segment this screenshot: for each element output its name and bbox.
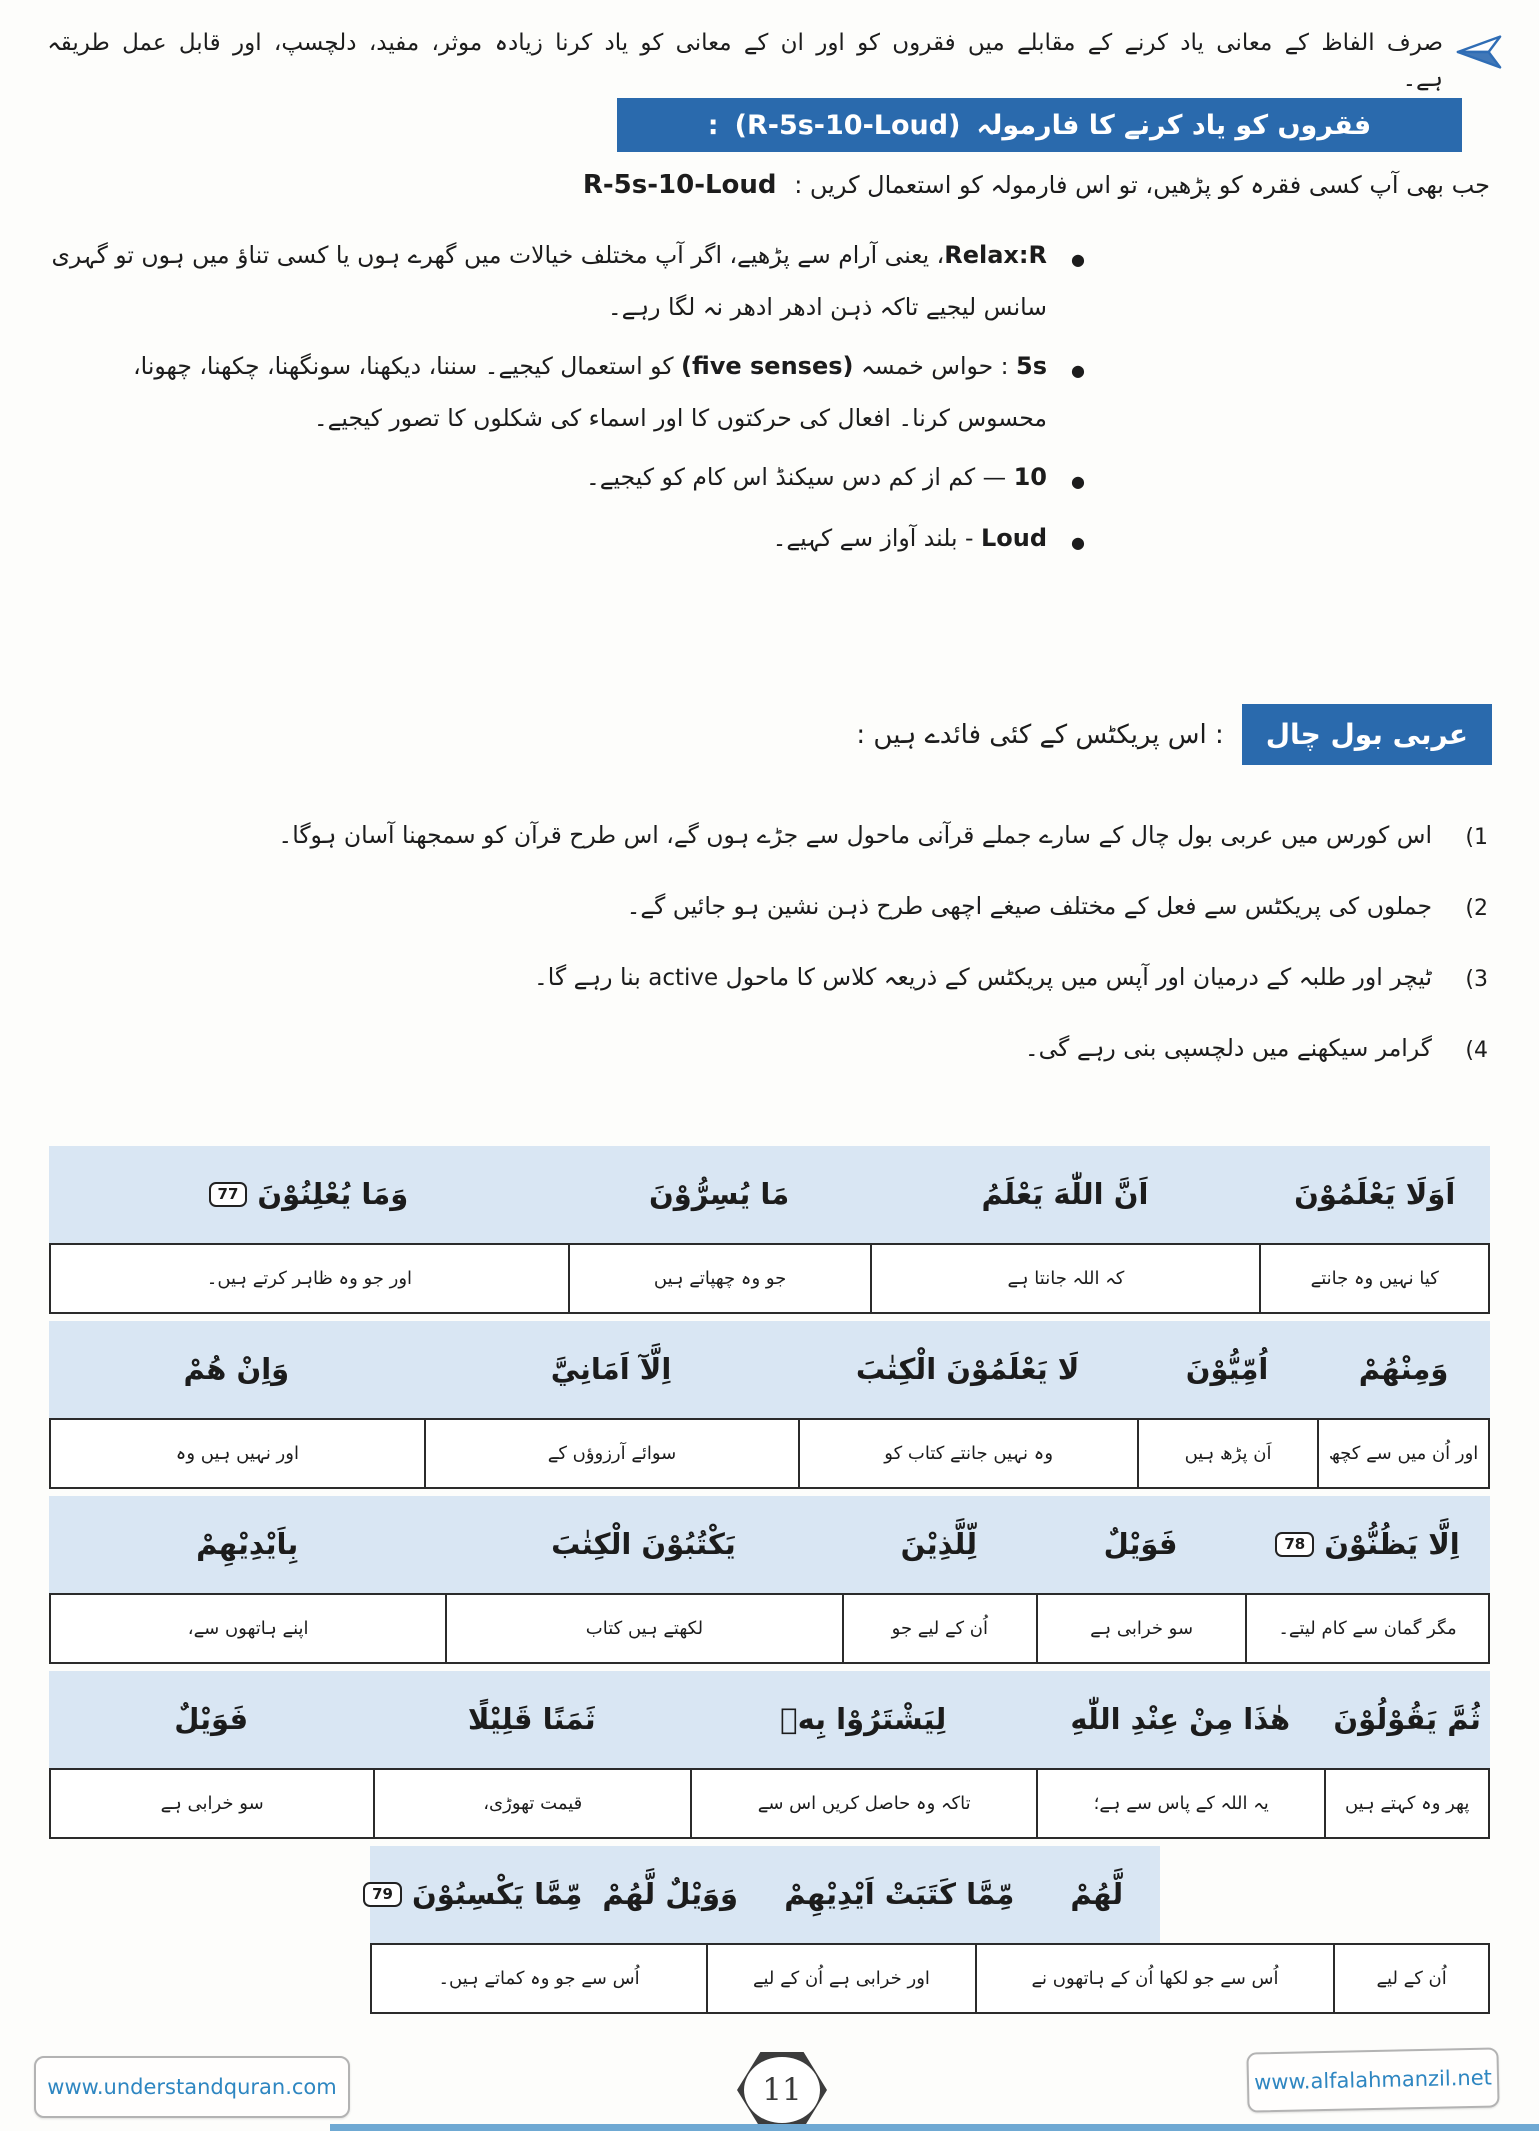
arabic-word-text: مِّمَّا يَكْسِبُوْنَ [411, 1877, 583, 1912]
footer-link-right-text: www.alfalahmanzil.net [1253, 2065, 1493, 2095]
urdu-meaning-cell: جو وہ چھپاتے ہیں [568, 1243, 871, 1314]
scan-edge-artifact [330, 2124, 1539, 2131]
verse-number-badge: 79 [363, 1882, 402, 1908]
arabic-word [424, 1343, 799, 1395]
arabic-word-text: لَا يَعْلَمُوْنَ الْكِتٰبَ [855, 1352, 1080, 1387]
bullet-relax [42, 230, 1085, 332]
arabic-word [1324, 1693, 1490, 1745]
arabic-verse-band [49, 1321, 1490, 1418]
speaking-heading-box: عربی بول چال [1242, 704, 1492, 765]
bullet-loud [42, 513, 1085, 565]
arabic-word-text: مِّمَّا كَتَبَتْ اَيْدِيْهِمْ [784, 1877, 1015, 1912]
arabic-word-text: هٰذَا مِنْ عِنْدِ اللّٰهِ [1070, 1702, 1291, 1737]
arabic-word-text: لِيَشْتَرُوْا بِهٖ [780, 1702, 947, 1737]
arabic-word [1245, 1518, 1490, 1570]
arabic-word-text: وَوَيْلٌ لَّهُمْ [602, 1877, 739, 1912]
urdu-meaning-cell: اُن کے لیے جو [842, 1593, 1037, 1664]
urdu-meaning-cell: اُن کے لیے [1333, 1943, 1490, 2014]
point-latin: active [648, 964, 719, 991]
arabic-verse-band [49, 1671, 1490, 1768]
formula-lead-paragraph [49, 170, 1490, 200]
urdu-meaning-cell: سو خرابی ہے [1036, 1593, 1245, 1664]
verse-row [49, 1671, 1490, 1839]
formula-heading-code: (R-5s-10-Loud) [734, 109, 961, 141]
formula-lead-code: R-5s-10-Loud [582, 170, 777, 200]
bullet-text: - بلند آواز سے کہیے۔ [772, 523, 981, 552]
arabic-word-text: مَا يُسِرُّوْنَ [649, 1177, 790, 1212]
bullet-term: Relax:R [944, 241, 1047, 269]
point-text: ٹیچر اور طلبہ کے درمیان اور آپس میں پریکٹس کے ذریعہ کلاس کا ماحول [718, 962, 1432, 991]
arabic-word [870, 1168, 1259, 1220]
urdu-meaning-cell: پھر وہ کہتے ہیں [1324, 1768, 1490, 1839]
arabic-word-text: فَوَيْلٌ [174, 1702, 249, 1737]
arabic-word-text: وَاِنْ هُمْ [183, 1352, 290, 1387]
arabic-word-text: لَّهُمْ [1070, 1877, 1124, 1912]
arabic-word-text: اِلَّا يَظُنُّوْنَ [1324, 1527, 1460, 1562]
bullet-term-latin: (five senses) [680, 352, 854, 381]
arabic-word [49, 1168, 568, 1220]
urdu-meaning-cell: اور خرابی ہے اُن کے لیے [706, 1943, 975, 2014]
urdu-meaning-row [49, 1593, 1490, 1664]
point-number: (3 [1465, 966, 1488, 992]
benefits-list [36, 816, 1490, 1100]
verse-row [49, 1321, 1490, 1489]
arabic-word [49, 1343, 424, 1395]
arabic-word [445, 1518, 841, 1570]
benefit-point [36, 816, 1490, 856]
arabic-word-text: وَمَا يُعْلِنُوْنَ [257, 1177, 409, 1212]
point-text: بنا رہے گا۔ [534, 962, 649, 991]
arabic-word-text: بِاَيْدِيْهِمْ [196, 1527, 299, 1562]
arabic-word-text: لِّلَّذِيْنَ [900, 1527, 978, 1562]
urdu-meaning-cell: وہ نہیں جانتے کتاب کو [798, 1418, 1137, 1489]
footer-link-right[interactable] [1246, 2047, 1499, 2112]
arabic-verse-band [49, 1496, 1490, 1593]
arabic-word [765, 1868, 1034, 1920]
arabic-word [49, 1693, 373, 1745]
formula-heading-bar [617, 98, 1462, 152]
intro-paragraph [46, 26, 1503, 97]
formula-heading-colon: : [707, 109, 719, 141]
intro-text: صرف الفاظ کے معانی یاد کرنے کے مقابلے میں فقروں کو اور ان کے معانی کو یاد کرنا زیادہ موثر، مفید، دلچسپ، اور قابل عمل طریقہ ہے۔ [47, 30, 1443, 92]
speaking-heading-text: : اس پریکٹس کے کئی فائدے ہیں : [856, 719, 1224, 750]
urdu-meaning-cell: تاکہ وہ حاصل کریں اس سے [690, 1768, 1036, 1839]
formula-heading-urdu: فقروں کو یاد کرنے کا فارمولہ [976, 109, 1372, 141]
benefit-point [36, 887, 1490, 927]
urdu-meaning-cell: کیا نہیں وہ جانتے [1259, 1243, 1490, 1314]
pointer-arrow-icon [1455, 32, 1503, 76]
arabic-word [690, 1693, 1036, 1745]
urdu-meaning-cell: قیمت تھوڑی، [373, 1768, 690, 1839]
urdu-meaning-cell: سو خرابی ہے [49, 1768, 373, 1839]
arabic-word [568, 1168, 871, 1220]
arabic-word-text: ثَمَنًا قَلِيْلًا [467, 1702, 596, 1737]
formula-lead-urdu: جب بھی آپ کسی فقرہ کو پڑھیں، تو اس فارمولہ کو استعمال کریں : [794, 171, 1490, 199]
bullet-dot-icon: ● [1071, 532, 1085, 552]
urdu-meaning-cell: مگر گمان سے کام لیتے۔ [1245, 1593, 1490, 1664]
point-text: جملوں کی پریکٹس سے فعل کے مختلف صیغے اچھی طرح ذہن نشین ہو جائیں گے۔ [626, 891, 1432, 920]
word-translation-table [49, 1146, 1490, 2021]
urdu-meaning-row [49, 1768, 1490, 1839]
urdu-meaning-row [370, 1943, 1490, 2014]
arabic-word-text: اَنَّ اللّٰهَ يَعْلَمُ [981, 1177, 1149, 1212]
arabic-word [1036, 1518, 1245, 1570]
urdu-meaning-cell: اَن پڑھ ہیں [1137, 1418, 1317, 1489]
formula-bullet-list [42, 230, 1085, 573]
urdu-meaning-cell: اور نہیں ہیں وہ [49, 1418, 424, 1489]
arabic-word [1137, 1343, 1317, 1395]
urdu-meaning-cell: کہ اللہ جانتا ہے [870, 1243, 1259, 1314]
arabic-word-text: ثُمَّ يَقُوْلُوْنَ [1333, 1702, 1481, 1737]
arabic-word-text: اُمِّيُّوْنَ [1185, 1352, 1269, 1387]
benefit-point [36, 1029, 1490, 1069]
speaking-heading-line [856, 704, 1492, 765]
point-text: اس کورس میں عربی بول چال کے سارے جملے قرآنی ماحول سے جڑے ہوں گے، اس طرح قرآن کو سمجھنا آسان ہوگا۔ [278, 821, 1432, 849]
urdu-meaning-cell: اُس سے جو لکھا اُن کے ہاتھوں نے [975, 1943, 1333, 2014]
point-number: (1 [1465, 825, 1488, 850]
bullet-ten-seconds [42, 452, 1085, 504]
arabic-word [49, 1518, 445, 1570]
bullet-term: Loud [980, 523, 1047, 552]
footer-link-left-text: www.understandquran.com [47, 2075, 337, 2099]
arabic-word-text: اِلَّآ اَمَانِيَّ [550, 1352, 672, 1387]
arabic-word-text: يَكْتُبُوْنَ الْكِتٰبَ [551, 1527, 736, 1562]
arabic-word [1317, 1343, 1490, 1395]
verse-row-79 [49, 1846, 1490, 2014]
bullet-text: کو استعمال کیجیے۔ سننا، دیکھنا، سونگھنا، چکھنا، چھونا، محسوس کرنا۔ افعال کی حرکتوں کا اور اسماء کی شکلوں کا تصور کیجیے۔ [133, 352, 1047, 432]
urdu-meaning-cell: یہ اللہ کے پاس سے ہے؛ [1036, 1768, 1324, 1839]
arabic-word [373, 1693, 690, 1745]
arabic-word [1034, 1868, 1160, 1920]
arabic-word [370, 1868, 583, 1920]
arabic-word-text: اَوَلَا يَعْلَمُوْنَ [1294, 1177, 1456, 1212]
verse-row-78 [49, 1496, 1490, 1664]
arabic-word-text: فَوَيْلٌ [1103, 1527, 1178, 1562]
point-number: (2 [1465, 895, 1488, 921]
page-number: 11 [762, 2072, 802, 2108]
urdu-meaning-cell: لکھتے ہیں کتاب [445, 1593, 841, 1664]
page-number-ornament [737, 2052, 827, 2128]
urdu-meaning-row [49, 1243, 1490, 1314]
verse-number-badge: 77 [209, 1182, 248, 1208]
bullet-dot-icon: ● [1071, 472, 1085, 492]
urdu-meaning-row [49, 1418, 1490, 1489]
bullet-five-senses [42, 341, 1085, 443]
footer-link-left[interactable] [34, 2056, 350, 2118]
verse-number-badge: 78 [1275, 1532, 1314, 1558]
bullet-dot-icon: ● [1071, 250, 1085, 269]
bullet-text: ، یعنی آرام سے پڑھیے، اگر آپ مختلف خیالات میں گھرے ہوں یا کسی تناؤ میں ہوں تو گہری سانس لیجیے تاکہ ذہن ادھر ادھر نہ لگا رہے۔ [51, 241, 1047, 321]
benefit-point [36, 958, 1490, 998]
arabic-verse-band [370, 1846, 1160, 1943]
bullet-text: : حواس خمسہ [853, 352, 1017, 381]
arabic-word [842, 1518, 1037, 1570]
arabic-word [798, 1343, 1137, 1395]
bullet-dot-icon: ● [1071, 361, 1085, 381]
point-number: (4 [1465, 1037, 1488, 1063]
arabic-word [575, 1868, 765, 1920]
bullet-term: 10 [1013, 463, 1047, 492]
urdu-meaning-cell: اُس سے جو وہ کماتے ہیں۔ [370, 1943, 706, 2014]
urdu-meaning-cell: اور اُن میں سے کچھ [1317, 1418, 1490, 1489]
point-text: گرامر سیکھنے میں دلچسپی بنی رہے گی۔ [1024, 1033, 1432, 1062]
bullet-text: — کم از کم دس سیکنڈ اس کام کو کیجیے۔ [586, 463, 1014, 492]
urdu-meaning-cell: سوائے آرزوؤں کے [424, 1418, 799, 1489]
bullet-term: 5s [1016, 352, 1047, 381]
arabic-word [1259, 1168, 1490, 1220]
verse-row-77 [49, 1146, 1490, 1314]
urdu-meaning-cell: اور جو وہ ظاہر کرتے ہیں۔ [49, 1243, 568, 1314]
arabic-verse-band [49, 1146, 1490, 1243]
urdu-meaning-cell: اپنے ہاتھوں سے، [49, 1593, 445, 1664]
arabic-word-text: وَمِنْهُمْ [1358, 1352, 1449, 1387]
arabic-word [1036, 1693, 1324, 1745]
